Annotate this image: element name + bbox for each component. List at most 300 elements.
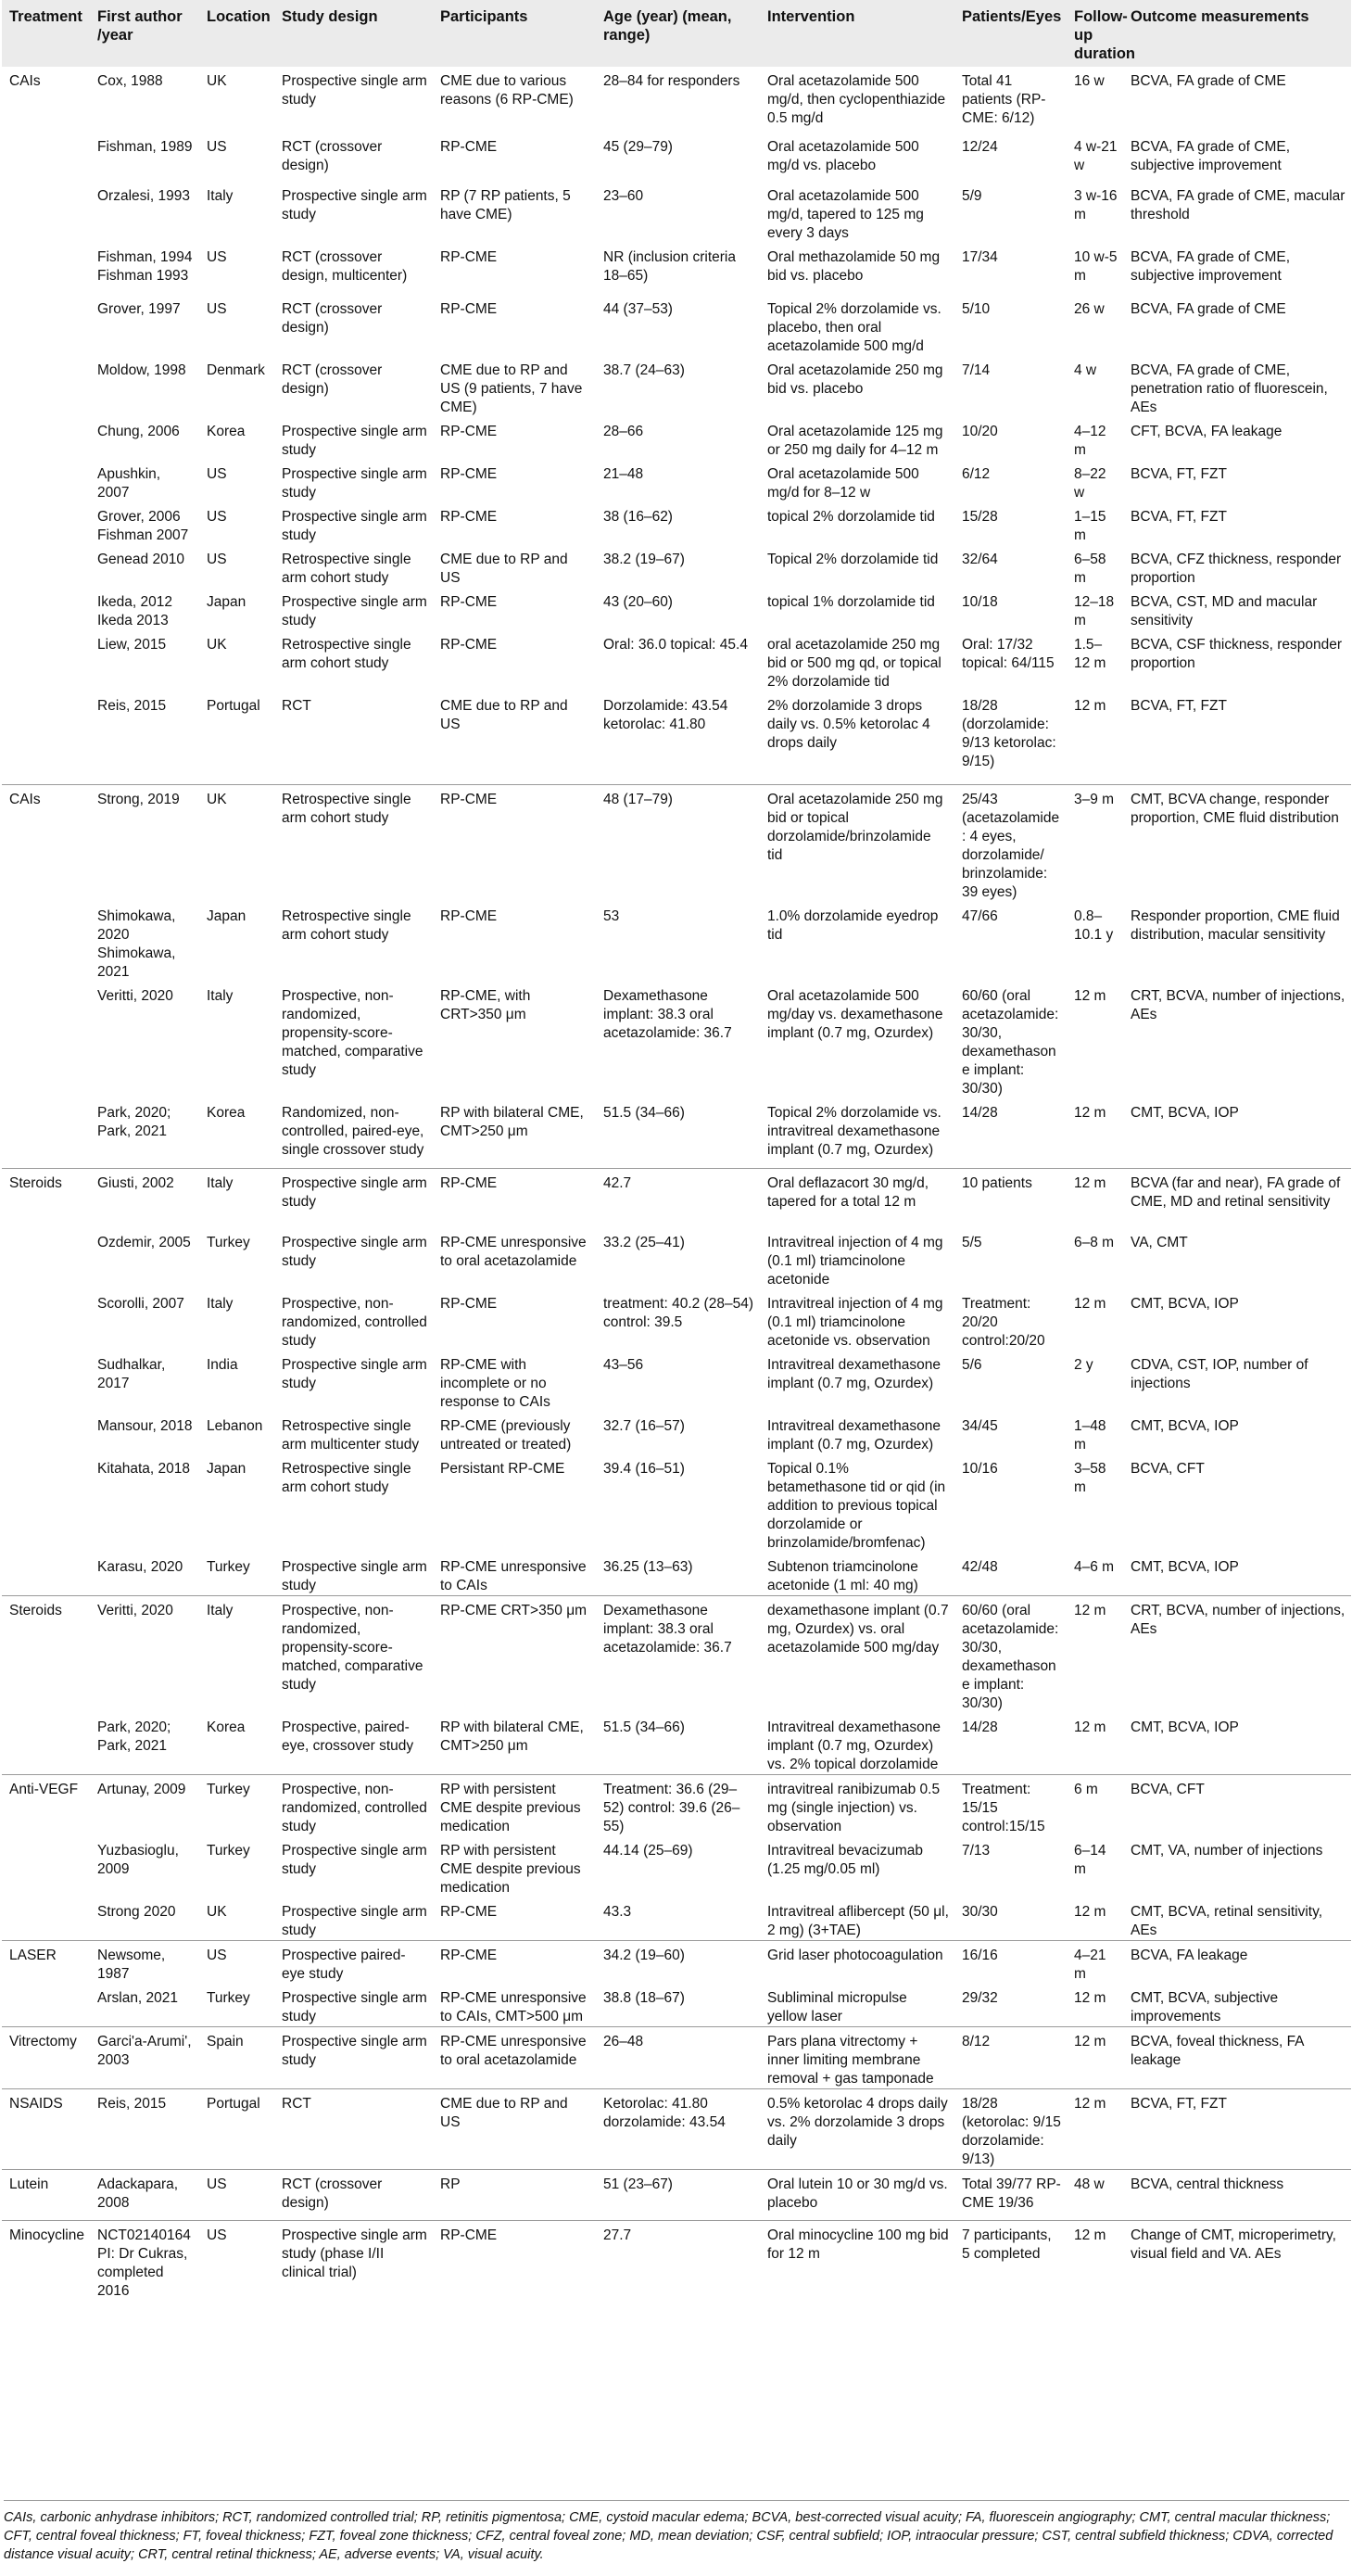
cell-location: Japan <box>207 907 246 924</box>
table-row <box>2 1713 1351 1775</box>
cell-author: Strong 2020 <box>97 1903 176 1920</box>
cell-followup: 4 w-21 w <box>1074 139 1118 173</box>
cell-age: 45 (29–79) <box>603 139 673 155</box>
cell-treatment: Steroids <box>2 1595 90 1713</box>
cell-followup: 12 m <box>1074 1989 1106 2006</box>
cell-age: 33.2 (25–41) <box>603 1234 685 1250</box>
cell-intervention: Subtenon triamcinolone acetonide (1 ml: 40 mg) <box>767 1558 918 1593</box>
cell-participants: Persistant RP-CME <box>440 1460 565 1477</box>
cell-design: Prospective single arm study <box>282 188 427 222</box>
cell-outcome: BCVA, central thickness <box>1123 2169 1351 2220</box>
cell-patients: 7/13 <box>962 1842 991 1859</box>
cell-treatment: CAIs <box>9 73 41 89</box>
cell-participants: CME due to RP and US (9 patients, 7 have CME) <box>440 362 583 415</box>
cell-participants: RP-CME <box>433 1940 596 1984</box>
cell-intervention: Intravitreal dexamethasone implant (0.7 mg, Ozurdex) <box>767 1417 941 1453</box>
cell-design: Prospective single arm study <box>282 424 427 458</box>
cell-age: 43 (20–60) <box>603 594 673 610</box>
table-row <box>2 1595 1351 1713</box>
table-footnote: CAIs, carbonic anhydrase inhibitors; RCT, randomized controlled trial; RP, retinitis pigmentosa; CME, cystoid macular edema; BCVA, best-corrected visual acuity; FA, fluorescein angiography; CMT, central macular thickness; CFT, central foveal thickness; FT, foveal thickness; FZT, foveal zone thickness; CFZ, central foveal zone; MD, mean deviation; CSF, central subfield; IOP, intraocular pressure; CST, central subfield thickness; CDVA, corrected distance visual acuity; CRT, central retinal thickness; AE, adverse events; VA, visual acuity. <box>4 2510 1333 2562</box>
cell-followup: 8–22 w <box>1074 466 1106 501</box>
cell-age: 36.25 (13–63) <box>603 1558 693 1575</box>
cell-location: Italy <box>207 1295 234 1312</box>
cell-intervention: Topical 0.1% betamethasone tid or qid (in addition to previous topical dorzolamide or brinzolamide/bromfenac) <box>767 1460 946 1551</box>
col-header-outcome: Outcome measurements <box>1131 8 1309 25</box>
cell-intervention: Pars plana vitrectomy + inner limiting membrane removal + gas tamponade <box>760 2026 954 2088</box>
cell-intervention: Oral acetazolamide 250 mg bid or topical dorzolamide/brinzolamide tid <box>760 784 954 902</box>
cell-treatment <box>2 1228 90 1289</box>
cell-design: RCT <box>282 698 311 714</box>
cell-age: 39.4 (16–51) <box>603 1460 685 1477</box>
cell-design: Retrospective single arm cohort study <box>282 552 411 586</box>
cell-intervention: Oral acetazolamide 125 mg or 250 mg daily for 4–12 m <box>767 424 943 458</box>
cell-author: Strong, 2019 <box>90 784 199 902</box>
cell-followup: 10 w-5 m <box>1074 249 1118 284</box>
col-header-treatment: Treatment <box>9 8 82 25</box>
cell-patients: 32/64 <box>962 552 998 567</box>
cell-author: Shimokawa, 2020 Shimokawa, 2021 <box>97 907 176 980</box>
cell-participants: RP with persistent CME despite previous medication <box>433 1774 596 1836</box>
cell-treatment <box>2 902 90 982</box>
cell-design: Prospective single arm study <box>282 1234 427 1269</box>
cell-age: 21–48 <box>603 466 644 482</box>
table-row <box>2 982 1351 1098</box>
cell-treatment <box>2 1553 90 1596</box>
cell-followup: 48 w <box>1067 2169 1123 2220</box>
cell-outcome: CMT, BCVA, subjective improvements <box>1131 1989 1279 2024</box>
cell-outcome: CMT, BCVA, retinal sensitivity, AEs <box>1131 1903 1323 1938</box>
cell-age: Ketorolac: 41.80 dorzolamide: 43.54 <box>596 2088 760 2169</box>
cell-location: US <box>199 2220 274 2301</box>
table-row <box>2 2220 1351 2301</box>
cell-location: Italy <box>199 1169 274 1228</box>
cell-author: Scorolli, 2007 <box>97 1295 184 1312</box>
cell-intervention: Oral methazolamide 50 mg bid vs. placebo <box>767 249 941 284</box>
cell-intervention: Oral deflazacort 30 mg/d, tapered for a total 12 m <box>760 1169 954 1228</box>
table-row <box>2 1984 1351 2027</box>
cell-intervention: Oral acetazolamide 500 mg/d, then cyclopenthiazide 0.5 mg/d <box>767 73 946 126</box>
cell-participants: RP-CME <box>440 466 498 482</box>
cell-age: 38.2 (19–67) <box>603 552 685 567</box>
cell-treatment <box>2 417 90 460</box>
cell-treatment <box>2 1713 90 1775</box>
cell-treatment <box>2 1412 90 1454</box>
cell-participants: CME due to RP and US <box>433 2088 596 2169</box>
cell-followup: 26 w <box>1074 301 1105 317</box>
cell-patients: 42/48 <box>962 1558 998 1575</box>
cell-intervention: Subliminal micropulse yellow laser <box>767 1989 907 2024</box>
cell-intervention: Topical 2% dorzolamide tid <box>767 552 939 567</box>
cell-design: Randomized, non-controlled, paired-eye, single crossover study <box>282 1104 424 1158</box>
table-row <box>2 417 1351 460</box>
cell-intervention: Intravitreal injection of 4 mg (0.1 ml) triamcinolone acetonide <box>767 1234 943 1288</box>
cell-author: Cox, 1988 <box>97 73 163 89</box>
table-header <box>2 0 1351 67</box>
cell-age: Dexamethasone implant: 38.3 oral acetazolamide: 36.7 <box>596 1595 760 1713</box>
cell-treatment <box>2 588 90 630</box>
cell-outcome: BCVA, CST, MD and macular sensitivity <box>1131 594 1318 628</box>
cell-design: Prospective single arm study <box>282 1989 427 2024</box>
cell-intervention: Oral acetazolamide 500 mg/d vs. placebo <box>767 139 919 173</box>
cell-intervention: Intravitreal aflibercept (50 μl, 2 mg) (3+TAE) <box>767 1903 949 1938</box>
cell-patients: 10 patients <box>954 1169 1067 1228</box>
cell-location: Lebanon <box>207 1417 263 1434</box>
cell-patients: 7/14 <box>962 362 991 378</box>
table-row <box>2 2088 1351 2169</box>
cell-outcome: BCVA, FA grade of CME <box>1131 301 1286 317</box>
cell-participants: CME due to various reasons (6 RP-CME) <box>440 73 574 108</box>
cell-followup: 4–21 m <box>1067 1940 1123 1984</box>
cell-outcome: BCVA, FT, FZT <box>1131 698 1227 714</box>
cell-outcome: BCVA, FA leakage <box>1123 1940 1351 1984</box>
cell-design: Retrospective single arm cohort study <box>282 637 411 671</box>
cell-treatment: Anti-VEGF <box>2 1774 90 1836</box>
cell-intervention: dexamethasone implant (0.7 mg, Ozurdex) vs. oral acetazolamide 500 mg/day <box>760 1595 954 1713</box>
cell-participants: RP-CME <box>440 424 498 439</box>
cell-age: 51.5 (34–66) <box>603 1104 685 1121</box>
cell-patients: Total 41 patients (RP-CME: 6/12) <box>962 73 1046 126</box>
cell-followup: 6–58 m <box>1074 552 1106 586</box>
cell-location: US <box>207 301 227 317</box>
cell-author: Mansour, 2018 <box>97 1417 193 1434</box>
cell-patients: Treatment: 20/20 control:20/20 <box>962 1295 1045 1349</box>
cell-treatment: CAIs <box>2 784 90 902</box>
cell-participants: RP-CME <box>440 637 498 653</box>
cell-author: Reis, 2015 <box>90 2088 199 2169</box>
cell-treatment: NSAIDS <box>2 2088 90 2169</box>
cell-followup: 12 m <box>1074 987 1106 1004</box>
cell-intervention: Intravitreal dexamethasone implant (0.7 mg, Ozurdex) vs. 2% topical dorzolamide <box>767 1719 941 1772</box>
cell-design: Prospective, non-randomized, controlled study <box>274 1774 433 1836</box>
cell-participants: RP-CME <box>440 509 498 525</box>
cell-participants: RP-CME (previously untreated or treated) <box>440 1417 572 1453</box>
cell-location: UK <box>207 637 227 653</box>
cell-age: 48 (17–79) <box>596 784 760 902</box>
cell-intervention: Topical 2% dorzolamide vs. placebo, then oral acetazolamide 500 mg/d <box>767 301 941 354</box>
cell-participants: CME due to RP and US <box>440 698 568 732</box>
cell-location: Italy <box>207 188 234 204</box>
cell-age: treatment: 40.2 (28–54) control: 39.5 <box>603 1295 753 1330</box>
cell-age: 43.3 <box>603 1903 632 1920</box>
cell-participants: RP-CME unresponsive to CAIs <box>440 1558 587 1593</box>
cell-outcome: CFT, BCVA, FA leakage <box>1131 424 1283 439</box>
cell-treatment <box>2 545 90 588</box>
cell-age: 32.7 (16–57) <box>603 1417 685 1434</box>
cell-author: Fishman, 1994 Fishman 1993 <box>97 249 193 284</box>
cell-author: Liew, 2015 <box>97 637 167 653</box>
cell-intervention: 0.5% ketorolac 4 drops daily vs. 2% dorzolamide 3 drops daily <box>760 2088 954 2169</box>
cell-patients: Total 39/77 RP-CME 19/36 <box>954 2169 1067 2220</box>
cell-followup: 1.5–12 m <box>1074 637 1106 671</box>
cell-intervention: 2% dorzolamide 3 drops daily vs. 0.5% ketorolac 4 drops daily <box>767 698 930 751</box>
cell-patients: 5/6 <box>962 1356 982 1373</box>
cell-patients: 18/28 (ketorolac: 9/15 dorzolamide: 9/13) <box>954 2088 1067 2169</box>
cell-location: US <box>207 552 227 567</box>
cell-outcome: BCVA, CFT <box>1123 1774 1351 1836</box>
cell-outcome: BCVA, FA grade of CME, subjective improvement <box>1131 139 1291 173</box>
table-row <box>2 588 1351 630</box>
cell-location: Portugal <box>207 698 260 714</box>
cell-author: Karasu, 2020 <box>97 1558 183 1575</box>
cell-age: 38.7 (24–63) <box>603 362 685 378</box>
cell-outcome: BCVA, FT, FZT <box>1131 466 1227 482</box>
table-row <box>2 502 1351 545</box>
cell-followup: 0.8–10.1 y <box>1074 907 1114 943</box>
cell-intervention: 1.0% dorzolamide eyedrop tid <box>767 907 939 943</box>
cell-author: Orzalesi, 1993 <box>97 188 190 204</box>
studies-table <box>2 0 1351 2301</box>
cell-patients: 16/16 <box>954 1940 1067 1984</box>
cell-design: RCT (crossover design) <box>282 301 383 336</box>
cell-followup: 12 m <box>1067 2026 1123 2088</box>
cell-design: Prospective single arm study <box>282 1558 427 1593</box>
cell-followup: 12 m <box>1074 1295 1106 1312</box>
cell-treatment <box>2 982 90 1098</box>
col-header-location: Location <box>207 8 271 25</box>
cell-age: 38 (16–62) <box>603 509 673 525</box>
cell-outcome: BCVA, FT, FZT <box>1131 509 1227 525</box>
table-row <box>2 2169 1351 2220</box>
table-row <box>2 1228 1351 1289</box>
cell-outcome: CMT, VA, number of injections <box>1131 1842 1323 1859</box>
cell-author: Sudhalkar, 2017 <box>97 1356 166 1391</box>
table-row <box>2 1897 1351 1941</box>
cell-author: Newsome, 1987 <box>90 1940 199 1984</box>
cell-design: Prospective paired-eye study <box>274 1940 433 1984</box>
cell-design: Prospective single arm study <box>282 509 427 543</box>
col-header-design: Study design <box>282 8 378 25</box>
cell-participants: RP with bilateral CME, CMT>250 μm <box>440 1104 584 1139</box>
cell-followup: 12 m <box>1067 2220 1123 2301</box>
cell-location: India <box>207 1356 238 1373</box>
cell-followup: 4–6 m <box>1074 1558 1115 1575</box>
cell-treatment <box>2 692 90 784</box>
table-row <box>2 1412 1351 1454</box>
cell-patients: 60/60 (oral acetazolamide: 30/30, dexamethasone implant: 30/30) <box>954 1595 1067 1713</box>
cell-patients: 5/10 <box>962 301 991 317</box>
cell-intervention: Intravitreal bevacizumab (1.25 mg/0.05 ml) <box>767 1842 923 1877</box>
cell-design: Prospective, non-randomized, propensity-score-matched, comparative study <box>282 987 423 1078</box>
cell-treatment: Lutein <box>2 2169 90 2220</box>
cell-age: Treatment: 36.6 (29–52) control: 39.6 (26–55) <box>596 1774 760 1836</box>
cell-age: 43–56 <box>603 1356 644 1373</box>
col-header-followup: Follow-up duration <box>1074 8 1135 62</box>
cell-outcome: CMT, BCVA, IOP <box>1131 1104 1239 1121</box>
cell-participants: RP-CME <box>433 1169 596 1228</box>
cell-treatment: Minocycline <box>2 2220 90 2301</box>
table-row <box>2 692 1351 784</box>
cell-treatment <box>2 1897 90 1941</box>
cell-participants: RP-CME unresponsive to CAIs, CMT>500 μm <box>440 1989 587 2024</box>
cell-participants: RP-CME <box>440 249 498 265</box>
cell-followup: 12 m <box>1074 1104 1106 1121</box>
cell-followup: 6–8 m <box>1074 1234 1115 1250</box>
cell-design: RCT <box>274 2088 433 2169</box>
cell-treatment <box>2 295 90 356</box>
cell-treatment <box>2 182 90 243</box>
cell-age: 23–60 <box>603 188 644 204</box>
cell-age: Dexamethasone implant: 38.3 oral acetazolamide: 36.7 <box>603 987 732 1041</box>
cell-location: Japan <box>207 594 246 610</box>
cell-intervention: topical 2% dorzolamide tid <box>767 509 935 525</box>
cell-patients: 25/43 (acetazolamide: 4 eyes, dorzolamide/ brinzolamide: 39 eyes) <box>954 784 1067 902</box>
cell-treatment: Steroids <box>2 1169 90 1228</box>
cell-location: Korea <box>207 1104 246 1121</box>
cell-outcome: Responder proportion, CME fluid distribution, macular sensitivity <box>1131 907 1340 943</box>
cell-intervention: intravitreal ranibizumab 0.5 mg (single injection) vs. observation <box>760 1774 954 1836</box>
table-row <box>2 630 1351 692</box>
cell-participants: RP-CME <box>433 2220 596 2301</box>
cell-design: Prospective, paired-eye, crossover study <box>282 1719 414 1754</box>
cell-author: Giusti, 2002 <box>90 1169 199 1228</box>
cell-author: Grover, 2006 Fishman 2007 <box>97 509 189 543</box>
cell-patients: 34/45 <box>962 1417 998 1434</box>
cell-location: Japan <box>207 1460 246 1477</box>
cell-participants: RP-CME, with CRT>350 μm <box>440 987 531 1022</box>
cell-author: Genead 2010 <box>97 552 184 567</box>
cell-participants: RP (7 RP patients, 5 have CME) <box>440 188 571 222</box>
cell-design: RCT (crossover design) <box>282 362 383 397</box>
cell-intervention: Oral acetazolamide 250 mg bid vs. placebo <box>767 362 943 397</box>
cell-location: Turkey <box>207 1842 250 1859</box>
cell-design: Prospective single arm study <box>282 466 427 501</box>
table-row <box>2 1553 1351 1596</box>
table-row <box>2 133 1351 182</box>
cell-intervention: Intravitreal injection of 4 mg (0.1 ml) triamcinolone acetonide vs. observation <box>767 1295 943 1349</box>
cell-outcome: BCVA, CFZ thickness, responder proportion <box>1131 552 1342 586</box>
cell-design: Retrospective single arm cohort study <box>274 784 433 902</box>
cell-followup: 12 m <box>1074 1903 1106 1920</box>
table-row <box>2 545 1351 588</box>
cell-author: Park, 2020; Park, 2021 <box>97 1104 171 1139</box>
table-row <box>2 902 1351 982</box>
table-row <box>2 784 1351 902</box>
cell-followup: 6 m <box>1067 1774 1123 1836</box>
cell-participants: CME due to RP and US <box>440 552 568 586</box>
cell-outcome: CRT, BCVA, number of injections, AEs <box>1131 987 1346 1022</box>
cell-outcome: Change of CMT, microperimetry, visual field and VA. AEs <box>1123 2220 1351 2301</box>
cell-outcome: BCVA (far and near), FA grade of CME, MD and retinal sensitivity <box>1123 1169 1351 1228</box>
cell-location: US <box>207 249 227 265</box>
table-row <box>2 1098 1351 1169</box>
cell-treatment <box>2 502 90 545</box>
cell-participants: RP-CME <box>440 594 498 610</box>
cell-location: Italy <box>207 987 234 1004</box>
cell-author: Apushkin, 2007 <box>97 466 161 501</box>
cell-participants: RP-CME with incomplete or no response to CAIs <box>440 1356 550 1410</box>
cell-design: Prospective single arm study <box>274 1169 433 1228</box>
cell-age: 51 (23–67) <box>596 2169 760 2220</box>
cell-author: Ozdemir, 2005 <box>97 1234 191 1250</box>
cell-age: 26–48 <box>596 2026 760 2088</box>
cell-outcome: BCVA, CFT <box>1131 1460 1205 1477</box>
cell-location: Turkey <box>207 1989 250 2006</box>
cell-patients: 18/28 (dorzolamide: 9/13 ketorolac: 9/15) <box>962 698 1056 769</box>
cell-treatment <box>2 133 90 182</box>
cell-location: Turkey <box>207 1234 250 1250</box>
cell-location: Italy <box>199 1595 274 1713</box>
cell-author: Veritti, 2020 <box>90 1595 199 1713</box>
cell-participants: RP-CME <box>440 907 498 924</box>
cell-patients: 8/12 <box>954 2026 1067 2088</box>
cell-author: Artunay, 2009 <box>90 1774 199 1836</box>
table-row <box>2 1169 1351 1228</box>
table-row <box>2 1836 1351 1897</box>
cell-participants: RP-CME <box>433 784 596 902</box>
cell-location: Spain <box>199 2026 274 2088</box>
cell-intervention: oral acetazolamide 250 mg bid or 500 mg qd, or topical 2% dorzolamide tid <box>767 637 941 690</box>
cell-participants: RP-CME <box>440 139 498 155</box>
cell-author: Veritti, 2020 <box>97 987 173 1004</box>
cell-location: Korea <box>207 1719 246 1735</box>
cell-treatment <box>2 460 90 502</box>
cell-treatment: LASER <box>2 1940 90 1984</box>
cell-design: Prospective single arm study <box>282 1903 427 1938</box>
cell-participants: RP-CME <box>440 1903 498 1920</box>
cell-design: RCT (crossover design, multicenter) <box>282 249 408 284</box>
cell-followup: 16 w <box>1074 73 1105 89</box>
cell-age: 44 (37–53) <box>603 301 673 317</box>
col-header-participants: Participants <box>440 8 528 25</box>
cell-participants: RP-CME CRT>350 μm <box>433 1595 596 1713</box>
cell-design: Prospective single arm study <box>282 1842 427 1877</box>
cell-outcome: BCVA, FT, FZT <box>1123 2088 1351 2169</box>
cell-patients: 60/60 (oral acetazolamide: 30/30, dexamethasone implant: 30/30) <box>962 987 1059 1097</box>
cell-participants: RP-CME <box>440 301 498 317</box>
cell-location: US <box>207 509 227 525</box>
cell-treatment <box>2 630 90 692</box>
cell-intervention: Oral acetazolamide 500 mg/day vs. dexamethasone implant (0.7 mg, Ozurdex) <box>767 987 943 1041</box>
cell-design: Retrospective single arm cohort study <box>282 907 411 943</box>
cell-age: 44.14 (25–69) <box>603 1842 693 1859</box>
cell-outcome: BCVA, CSF thickness, responder proportion <box>1131 637 1342 671</box>
cell-location: US <box>199 2169 274 2220</box>
cell-age: Dorzolamide: 43.54 ketorolac: 41.80 <box>603 698 728 732</box>
cell-outcome: CMT, BCVA, IOP <box>1131 1558 1239 1575</box>
table-row <box>2 1351 1351 1412</box>
cell-design: Prospective single arm study <box>274 2026 433 2088</box>
cell-treatment <box>2 1984 90 2027</box>
cell-participants: RP with bilateral CME, CMT>250 μm <box>440 1719 584 1754</box>
cell-location: Denmark <box>207 362 265 378</box>
col-header-age: Age (year) (mean, range) <box>603 8 732 44</box>
cell-location: UK <box>207 73 227 89</box>
cell-patients: 6/12 <box>962 466 991 482</box>
cell-outcome: BCVA, FA grade of CME, penetration ratio of fluorescein, AEs <box>1131 362 1328 415</box>
header-row <box>2 0 1351 67</box>
cell-location: UK <box>199 784 274 902</box>
cell-treatment: Vitrectomy <box>2 2026 90 2088</box>
table-body <box>2 67 1351 2301</box>
cell-location: Turkey <box>199 1774 274 1836</box>
cell-patients: Oral: 17/32 topical: 64/115 <box>962 637 1055 671</box>
cell-location: US <box>207 139 227 155</box>
cell-design: RCT (crossover design) <box>282 139 383 173</box>
cell-followup: 2 y <box>1074 1356 1093 1373</box>
cell-outcome: CRT, BCVA, number of injections, AEs <box>1123 1595 1351 1713</box>
cell-design: Prospective single arm study <box>282 73 427 108</box>
table-row <box>2 1454 1351 1553</box>
cell-participants: RP-CME unresponsive to oral acetazolamide <box>433 2026 596 2088</box>
cell-outcome: CMT, BCVA, IOP <box>1131 1719 1239 1735</box>
col-header-author: First author /year <box>97 8 183 44</box>
cell-author: Chung, 2006 <box>97 424 180 439</box>
cell-intervention: Oral lutein 10 or 30 mg/d vs. placebo <box>760 2169 954 2220</box>
cell-followup: 12 m <box>1067 1169 1123 1228</box>
cell-patients: 7 participants, 5 completed <box>954 2220 1067 2301</box>
cell-treatment <box>2 356 90 417</box>
cell-treatment <box>2 1454 90 1553</box>
